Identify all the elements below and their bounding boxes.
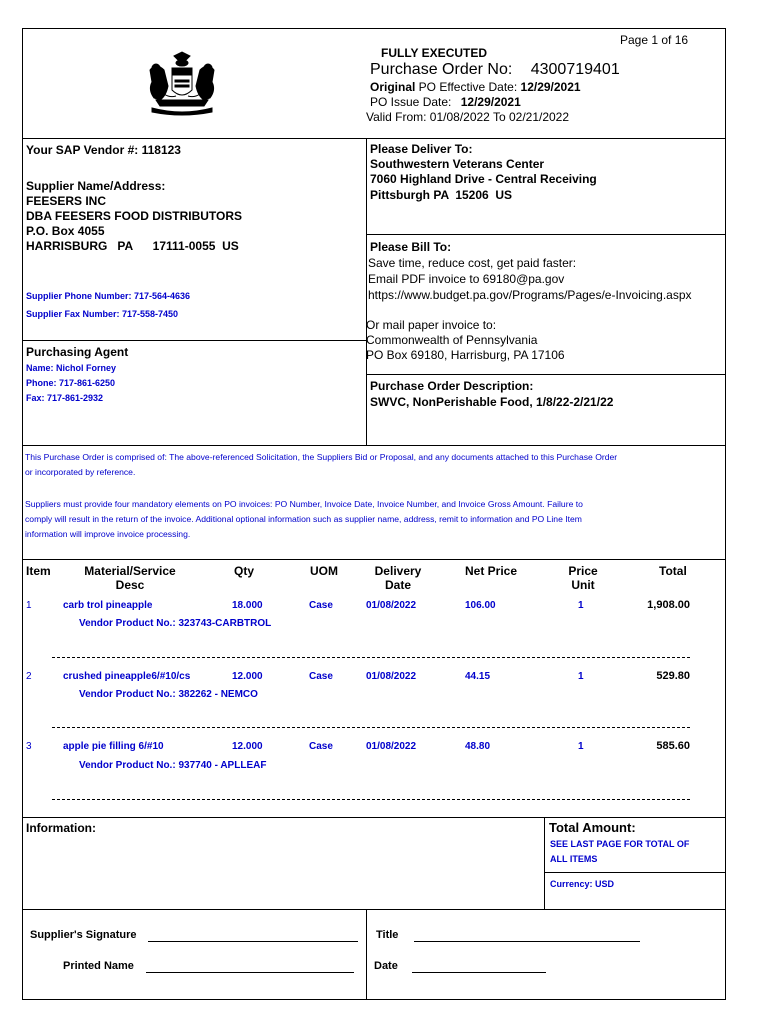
column-divider bbox=[366, 138, 367, 445]
bill-einvoice-link[interactable]: https://www.budget.pa.gov/Programs/Pages/e-Invoicing.aspx bbox=[368, 288, 692, 302]
agent-name: Name: Nichol Forney bbox=[26, 363, 117, 373]
notice-divider-top bbox=[22, 445, 726, 446]
row-uom: Case bbox=[309, 600, 333, 611]
row-net: 44.15 bbox=[465, 671, 491, 682]
row-total: 1,908.00 bbox=[647, 599, 690, 611]
total-divider bbox=[544, 817, 545, 909]
total-amount-label: Total Amount: bbox=[549, 820, 636, 835]
row-unit: 1 bbox=[578, 600, 584, 611]
row-desc: apple pie filling 6/#10 bbox=[63, 741, 164, 752]
notice-line-3: Suppliers must provide four mandatory elements on PO invoices: PO Number, Invoice Date, Invoice Number, and Invoice Gross Amount. Failure to bbox=[25, 499, 583, 509]
notice-line-2: or incorporated by reference. bbox=[25, 467, 136, 477]
bill-line-1: Save time, reduce cost, get paid faster: bbox=[368, 256, 577, 270]
supplier-address-line-1: FEESERS INC bbox=[26, 194, 107, 208]
date-line[interactable] bbox=[412, 972, 546, 973]
execution-status: FULLY EXECUTED bbox=[381, 46, 488, 60]
row-vendor-product: Vendor Product No.: 382262 - NEMCO bbox=[79, 689, 258, 700]
col-delivery-line2: Date bbox=[384, 578, 411, 592]
col-uom: UOM bbox=[310, 564, 338, 578]
supplier-phone: Supplier Phone Number: 717-564-4636 bbox=[26, 291, 191, 301]
col-price-line2: Unit bbox=[571, 578, 595, 592]
po-effective-date bbox=[370, 80, 581, 94]
supplier-signature-label: Supplier's Signature bbox=[30, 929, 137, 941]
po-number-line bbox=[370, 61, 620, 79]
deliver-to-heading: Please Deliver To: bbox=[370, 142, 473, 156]
col-price-line1: Price bbox=[568, 564, 598, 578]
row-item: 3 bbox=[26, 741, 32, 752]
items-divider-bottom bbox=[22, 817, 726, 818]
signature-column-divider bbox=[366, 909, 367, 1000]
vendor-agent-divider bbox=[22, 340, 366, 341]
title-label: Title bbox=[376, 929, 399, 941]
notice-line-4: comply will result in the return of the invoice. Additional optional information such as supplier name, address, remit to information and PO Line Item bbox=[25, 514, 582, 524]
information-label: Information: bbox=[26, 821, 96, 835]
notice-divider-bottom bbox=[22, 559, 726, 560]
row-separator bbox=[52, 657, 690, 658]
po-number-label: Purchase Order No: bbox=[370, 61, 513, 78]
agent-phone: Phone: 717-861-6250 bbox=[26, 378, 116, 388]
valid-from-range: Valid From: 01/08/2022 To 02/21/2022 bbox=[366, 110, 570, 124]
deliver-bill-divider bbox=[366, 234, 726, 235]
col-material-line2: Desc bbox=[115, 578, 145, 592]
mail-line-2: Commonwealth of Pennsylvania bbox=[366, 333, 538, 347]
issue-date: 12/29/2021 bbox=[460, 95, 521, 109]
supplier-name-label: Supplier Name/Address: bbox=[26, 179, 166, 193]
row-unit: 1 bbox=[578, 741, 584, 752]
col-price-unit bbox=[553, 564, 613, 592]
total-note-line-2: ALL ITEMS bbox=[550, 854, 598, 864]
bill-email[interactable]: Email PDF invoice to 69180@pa.gov bbox=[368, 272, 565, 286]
col-item: Item bbox=[26, 564, 51, 578]
supplier-fax: Supplier Fax Number: 717-558-7450 bbox=[26, 309, 179, 319]
agent-fax: Fax: 717-861-2932 bbox=[26, 393, 104, 403]
supplier-address-line-3: P.O. Box 4055 bbox=[26, 224, 105, 238]
row-date: 01/08/2022 bbox=[366, 671, 417, 682]
po-issue-date bbox=[370, 95, 521, 109]
row-net: 48.80 bbox=[465, 741, 491, 752]
po-number: 4300719401 bbox=[530, 61, 620, 78]
bill-to-heading: Please Bill To: bbox=[370, 240, 452, 254]
mail-line-3: PO Box 69180, Harrisburg, PA 17106 bbox=[366, 348, 565, 362]
po-description: SWVC, NonPerishable Food, 1/8/22-2/21/22 bbox=[370, 395, 614, 409]
header-divider bbox=[22, 138, 726, 139]
deliver-line-2: 7060 Highland Drive - Central Receiving bbox=[370, 172, 597, 186]
currency: Currency: USD bbox=[550, 879, 615, 889]
row-date: 01/08/2022 bbox=[366, 741, 417, 752]
printed-name-line[interactable] bbox=[146, 972, 354, 973]
row-item: 2 bbox=[26, 671, 32, 682]
row-date: 01/08/2022 bbox=[366, 600, 417, 611]
title-line[interactable] bbox=[414, 941, 640, 942]
row-vendor-product: Vendor Product No.: 937740 - APLLEAF bbox=[79, 760, 267, 771]
col-delivery bbox=[358, 564, 438, 592]
effective-prefix: Original bbox=[370, 80, 416, 94]
printed-name-label: Printed Name bbox=[63, 960, 134, 972]
deliver-line-1: Southwestern Veterans Center bbox=[370, 157, 545, 171]
row-qty: 12.000 bbox=[232, 741, 263, 752]
effective-label: PO Effective Date: bbox=[415, 80, 521, 94]
notice-line-1: This Purchase Order is comprised of: The above-referenced Solicitation, the Suppliers Bid or Proposal, and any documents attached to this Purchase Order bbox=[25, 452, 618, 462]
row-desc: crushed pineapple6/#10/cs bbox=[63, 671, 191, 682]
supplier-signature-line[interactable] bbox=[148, 941, 358, 942]
row-separator bbox=[52, 799, 690, 800]
deliver-line-3: Pittsburgh PA 15206 US bbox=[370, 188, 513, 202]
supplier-city-line: HARRISBURG PA 17111-0055 US bbox=[26, 239, 239, 253]
sap-vendor-number: Your SAP Vendor #: 118123 bbox=[26, 143, 181, 157]
issue-label: PO Issue Date: bbox=[370, 95, 452, 109]
row-unit: 1 bbox=[578, 671, 584, 682]
row-total: 585.60 bbox=[656, 740, 690, 752]
col-net-price: Net Price bbox=[465, 564, 518, 578]
purchasing-agent-heading: Purchasing Agent bbox=[26, 345, 129, 359]
col-qty: Qty bbox=[234, 564, 255, 578]
mail-line-1: Or mail paper invoice to: bbox=[366, 318, 497, 332]
date-label: Date bbox=[374, 960, 398, 972]
row-qty: 18.000 bbox=[232, 600, 263, 611]
row-uom: Case bbox=[309, 671, 333, 682]
row-net: 106.00 bbox=[465, 600, 496, 611]
col-material bbox=[70, 564, 190, 592]
row-uom: Case bbox=[309, 741, 333, 752]
currency-divider bbox=[545, 872, 726, 873]
total-note-line-1: SEE LAST PAGE FOR TOTAL OF bbox=[550, 839, 690, 849]
row-item: 1 bbox=[26, 600, 32, 611]
row-desc: carb trol pineapple bbox=[63, 600, 153, 611]
col-delivery-line1: Delivery bbox=[374, 564, 422, 578]
effective-date: 12/29/2021 bbox=[520, 80, 581, 94]
col-material-line1: Material/Service bbox=[84, 564, 176, 578]
pennsylvania-coat-of-arms-icon bbox=[142, 50, 222, 118]
row-vendor-product: Vendor Product No.: 323743-CARBTROL bbox=[79, 618, 272, 629]
supplier-address-line-2: DBA FEESERS FOOD DISTRIBUTORS bbox=[26, 209, 243, 223]
page-number: Page 1 of 16 bbox=[620, 33, 689, 47]
bill-description-divider bbox=[366, 374, 726, 375]
notice-line-5: information will improve invoice processing. bbox=[25, 529, 191, 539]
signature-divider bbox=[22, 909, 726, 910]
po-description-heading: Purchase Order Description: bbox=[370, 379, 534, 393]
row-total: 529.80 bbox=[656, 670, 690, 682]
col-total: Total bbox=[659, 564, 687, 578]
row-separator bbox=[52, 727, 690, 728]
row-qty: 12.000 bbox=[232, 671, 263, 682]
